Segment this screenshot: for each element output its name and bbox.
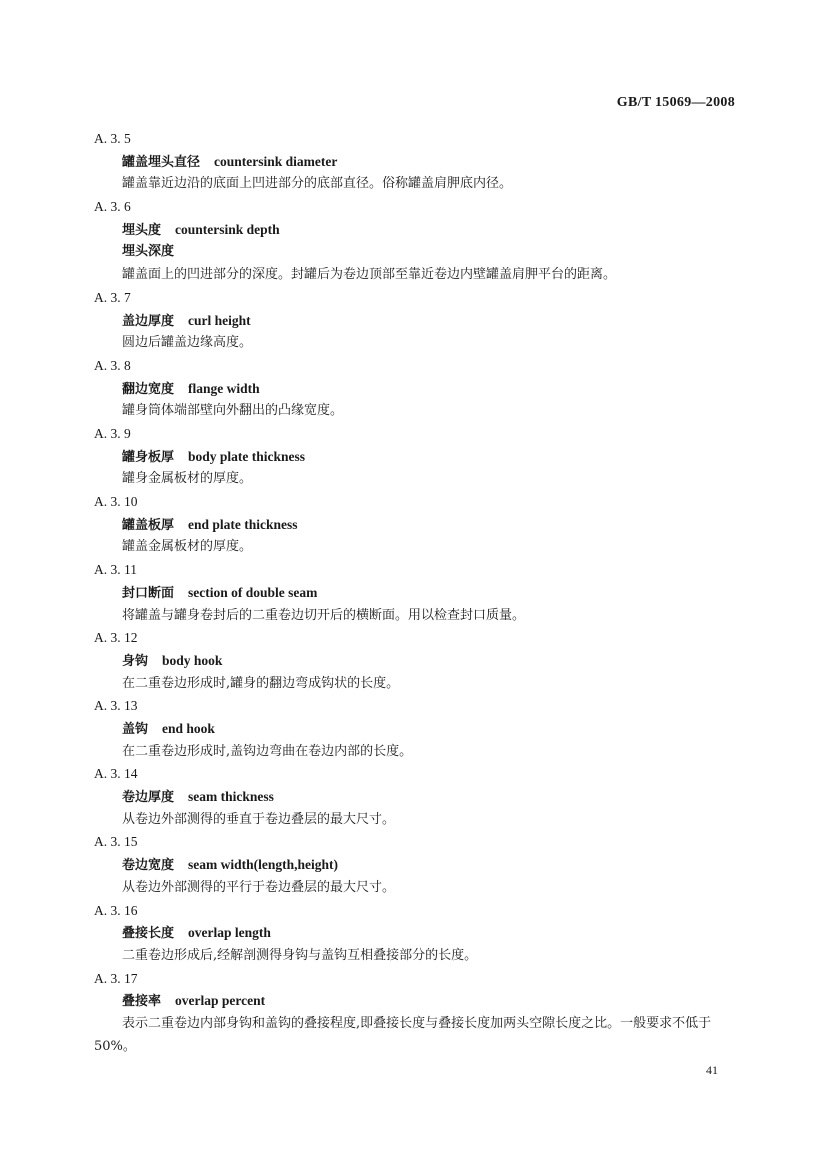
term-english: seam width(length,height): [188, 857, 339, 873]
term-line: [122, 922, 744, 945]
term-line: [122, 514, 744, 537]
term-english: seam thickness: [188, 789, 274, 805]
definition-text: 在二重卷边形成时,罐身的翻边弯成钩状的长度。: [122, 675, 400, 691]
term-chinese: 身钩: [122, 653, 149, 669]
term-english: end plate thickness: [188, 516, 298, 532]
page-number: 41: [706, 1063, 718, 1077]
term-line: [122, 650, 744, 673]
definition-text: 从卷边外部测得的平行于卷边叠层的最大尺寸。: [122, 879, 396, 895]
term-chinese: 罐盖埋头直径: [122, 154, 201, 170]
term-english: countersink depth: [175, 221, 280, 237]
clause-number: A. 3. 13: [94, 698, 138, 714]
definition-text: 圆边后罐盖边缘高度。: [122, 335, 253, 351]
definition-text: 从卷边外部测得的垂直于卷边叠层的最大尺寸。: [122, 811, 396, 827]
definition-text: 罐盖面上的凹进部分的深度。封罐后为卷边顶部至靠近卷边内壁罐盖肩胛平台的距离。: [122, 267, 617, 283]
term-entry: [94, 627, 744, 695]
term-english: curl height: [188, 312, 251, 328]
term-english: body plate thickness: [188, 448, 306, 464]
term-line: [122, 786, 744, 809]
term-english: countersink diameter: [214, 153, 338, 169]
term-entry: [94, 491, 744, 559]
term-entry: [94, 831, 744, 899]
term-line: [122, 718, 744, 741]
term-chinese: 叠接率: [122, 994, 162, 1010]
term-chinese: 翻边宽度: [122, 381, 175, 397]
clause-number: A. 3. 14: [94, 766, 138, 782]
clause-number: A. 3. 10: [94, 494, 138, 510]
term-chinese: 封口断面: [122, 585, 175, 601]
term-english: body hook: [162, 652, 223, 668]
term-entry: [94, 695, 744, 763]
term-line: [122, 990, 744, 1013]
standard-code: GB/T 15069—2008: [616, 95, 735, 110]
term-chinese: 埋头度: [122, 222, 162, 238]
term-line: [122, 310, 744, 333]
definition-text: 罐盖金属板材的厚度。: [122, 539, 253, 555]
clause-number: A. 3. 12: [94, 630, 138, 646]
term-chinese: 盖钩: [122, 722, 149, 737]
term-entry: [94, 559, 744, 627]
term-entry: [94, 196, 744, 287]
term-line: [122, 854, 744, 877]
term-english: section of double seam: [188, 584, 318, 600]
term-chinese: 叠接长度: [122, 926, 175, 942]
term-entry: [94, 968, 744, 1059]
clause-number: A. 3. 6: [94, 199, 131, 215]
term-chinese: 罐盖板厚: [122, 517, 175, 533]
term-english: flange width: [188, 380, 260, 396]
definition-text: 罐身筒体端部壁向外翻出的凸缘宽度。: [122, 403, 344, 419]
term-chinese: 罐身板厚: [122, 449, 175, 465]
term-entry: [94, 763, 744, 831]
term-english: overlap percent: [175, 993, 266, 1009]
term-chinese: 卷边宽度: [122, 858, 175, 874]
term-line: [122, 151, 744, 174]
definition-text: 表示二重卷边内部身钩和盖钩的叠接程度,即叠接长度与叠接长度加两头空隙长度之比。一般要求不低于50%。: [94, 1016, 712, 1054]
term-line: [122, 446, 744, 469]
definition-text: 在二重卷边形成时,盖钩边弯曲在卷边内部的长度。: [122, 743, 413, 759]
term-entry: [94, 900, 744, 968]
term-line: [122, 378, 744, 401]
term-line: [122, 582, 744, 605]
definition-text: 将罐盖与罐身卷封后的二重卷边切开后的横断面。用以检查封口质量。: [122, 607, 526, 623]
definition-text: 罐盖靠近边沿的底面上凹进部分的底部直径。俗称罐盖肩胛底内径。: [122, 176, 513, 192]
term-english: end hook: [162, 721, 215, 736]
term-entry: [94, 287, 744, 355]
term-line: [122, 219, 744, 242]
clause-number: A. 3. 16: [94, 902, 138, 918]
clause-number: A. 3. 11: [94, 562, 137, 578]
entry-list: [94, 128, 744, 1058]
clause-number: A. 3. 8: [94, 357, 131, 373]
term-entry: [94, 355, 744, 423]
clause-number: A. 3. 5: [94, 131, 131, 146]
clause-number: A. 3. 7: [94, 289, 131, 305]
clause-number: A. 3. 17: [94, 970, 138, 986]
clause-number: A. 3. 9: [94, 426, 131, 441]
definition-text: 罐身金属板材的厚度。: [122, 471, 253, 487]
term-entry: [94, 128, 744, 196]
term-entry: [94, 423, 744, 491]
definition-text: 二重卷边形成后,经解剖测得身钩与盖钩互相叠接部分的长度。: [122, 947, 478, 963]
term-chinese: 卷边厚度: [122, 790, 175, 806]
term-english: overlap length: [188, 925, 271, 941]
term-chinese: 盖边厚度: [122, 313, 175, 329]
alternative-term: 埋头深度: [122, 244, 175, 260]
clause-number: A. 3. 15: [94, 834, 138, 850]
